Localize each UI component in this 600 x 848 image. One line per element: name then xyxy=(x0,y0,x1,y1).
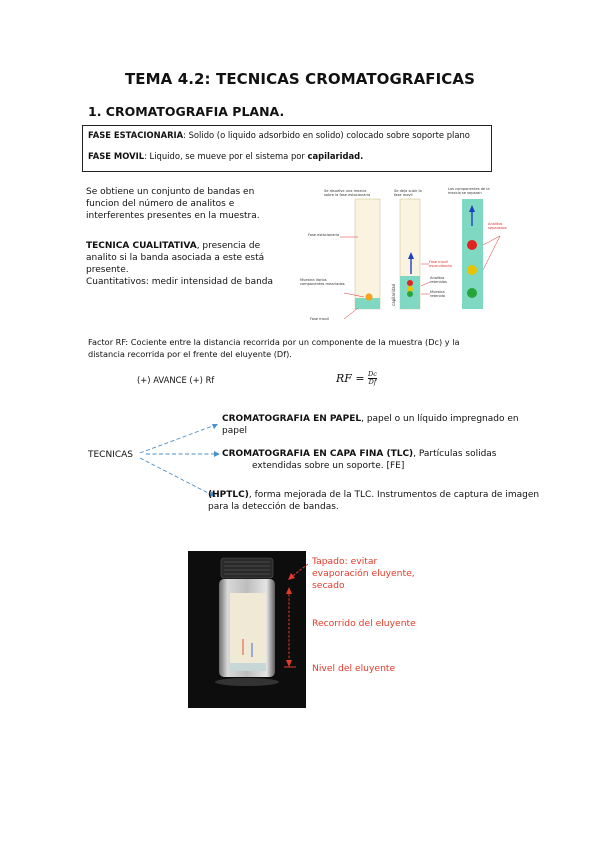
lid-annotation xyxy=(312,556,452,592)
diagram-label-muestra: Muestra Varios componentes mezclados xyxy=(300,278,345,287)
intro-paragraph xyxy=(86,186,306,222)
tecnica-tlc-text: , Partículas solidas xyxy=(413,449,497,459)
stationary-phase-row xyxy=(88,130,485,141)
tecnica-hptlc xyxy=(208,489,548,513)
tecnica-papel-title: CROMATOGRAFIA EN PAPEL xyxy=(222,414,362,424)
plate-3-spot-red xyxy=(467,240,477,250)
tecnica-papel xyxy=(222,413,532,437)
pointer-retained-1 xyxy=(421,282,430,286)
lid-annotation-line-3: secado xyxy=(312,580,345,591)
diagram-label-right: Analitos separados xyxy=(488,222,507,231)
qualitative-label: TECNICA CUALITATIVA xyxy=(86,241,197,251)
stationary-phase-text: : Solido (o liquido adsorbido en solido) colocado sobre soporte plano xyxy=(183,130,470,140)
qualitative-line-1: , presencia de xyxy=(196,241,261,251)
tecnica-papel-line-2: papel xyxy=(222,426,247,436)
rf-line-1: Factor RF: Cociente entre la distancia recorrida por un componente de la muestra (Dc) y la xyxy=(88,337,460,347)
jar-reflection xyxy=(215,678,279,686)
diagram-label-analitos-2: Muestra retenida xyxy=(430,290,445,299)
rf-denominator: Df xyxy=(368,378,377,386)
eluent-path-head-top xyxy=(286,587,292,594)
diagram-label-fase-movil: Fase movil xyxy=(310,317,329,321)
intro-line-2: funcion del número de analitos e xyxy=(86,199,235,209)
arrowhead-tlc xyxy=(214,451,220,457)
arrow-to-hptlc xyxy=(140,458,214,496)
page-title: TEMA 4.2: TECNICAS CROMATOGRAFICAS xyxy=(124,70,476,88)
pointer-mobile xyxy=(344,308,358,319)
intro-line-3: interferentes presentes en la muestra. xyxy=(86,211,260,221)
capilaridad-label: capilaridad xyxy=(391,283,396,306)
mobile-phase-text: : Liquido, se mueve por el sistema por xyxy=(144,151,308,161)
qualitative-line-3: presente. xyxy=(86,265,129,275)
tecnica-hptlc-title: (HPTLC) xyxy=(208,490,249,500)
rf-numerator: Dc xyxy=(368,370,377,378)
rf-avance: (+) AVANCE (+) Rf xyxy=(137,375,215,385)
tlc-diagram xyxy=(292,186,512,324)
lid-pointer-head xyxy=(288,573,295,580)
eluent-path-head-bottom xyxy=(286,660,292,667)
plate-1-sample-spot xyxy=(365,293,372,300)
pointer-separated xyxy=(483,236,500,270)
intro-line-1: Se obtiene un conjunto de bandas en xyxy=(86,187,255,197)
mobile-phase-text-bold: capilaridad. xyxy=(307,151,364,161)
tecnica-papel-text: , papel o un líquido impregnado en xyxy=(361,414,519,424)
rf-fraction xyxy=(368,371,378,386)
quantitative-line: Cuantitativos: medir intensidad de banda xyxy=(86,277,274,287)
arrowhead-papel xyxy=(212,424,218,429)
tlc-diagram-svg xyxy=(292,186,512,324)
diagram-label-top-2: Se deja subir la fase movil xyxy=(394,189,422,198)
rf-formula-lhs: RF = xyxy=(336,372,365,385)
plate-3-spot-yellow xyxy=(467,265,477,275)
plate-2-spot-green xyxy=(407,291,413,297)
tecnica-hptlc-line-2: para la detección de bandas. xyxy=(208,502,339,512)
section-heading: 1. CROMATOGRAFIA PLANA. xyxy=(88,104,285,119)
arrow-to-papel xyxy=(140,424,218,453)
tecnica-tlc-line-2: extendidas sobre un soporte. [FE] xyxy=(252,461,405,471)
tecnica-hptlc-text: , forma mejorada de la TLC. Instrumentos de captura de imagen xyxy=(248,490,540,500)
qualitative-line-2: analito si la banda asociada a este está xyxy=(86,253,265,263)
plate-2-spot-red xyxy=(407,280,413,286)
eluent-level-annotation: Nivel del eluyente xyxy=(312,663,396,674)
mobile-phase-label: FASE MOVIL xyxy=(88,151,145,161)
tlc-plate xyxy=(230,593,266,671)
stationary-phase-label: FASE ESTACIONARIA xyxy=(88,130,184,140)
mobile-phase-row xyxy=(88,151,485,162)
rf-definition xyxy=(88,336,518,360)
lid-annotation-line-2: evaporación eluyente, xyxy=(312,568,415,579)
plate-3-spot-green xyxy=(467,288,477,298)
qualitative-paragraph xyxy=(86,240,306,288)
eluent-path-annotation: Recorrido del eluyente xyxy=(312,618,416,629)
rf-formula xyxy=(336,371,377,386)
tecnica-tlc-title: CROMATOGRAFIA EN CAPA FINA (TLC) xyxy=(222,449,414,459)
plate-1 xyxy=(355,199,380,309)
lid-annotation-line-1: Tapado: evitar xyxy=(312,556,378,567)
tecnica-tlc xyxy=(222,448,532,472)
diagram-label-top-1: Se disuelve una mezcla sobre la fase estacionaria xyxy=(324,189,371,198)
eluent-level xyxy=(230,663,266,671)
tecnicas-label: TECNICAS xyxy=(88,450,134,460)
diagram-label-fase-estacionaria: Fase estacionaria xyxy=(308,233,340,237)
diagram-label-analitos-1: Analitos retenidos xyxy=(430,276,447,285)
phase-definitions-box xyxy=(82,125,492,172)
diagram-label-top-3: Los componentes de la mezcla se separan xyxy=(448,187,490,196)
diagram-label-fase-movil-2: Fase movil ascendiendo xyxy=(429,260,452,269)
jar-lid xyxy=(221,558,273,578)
rf-line-2: distancia recorrida por el frente del eluyente (Df). xyxy=(88,349,292,359)
